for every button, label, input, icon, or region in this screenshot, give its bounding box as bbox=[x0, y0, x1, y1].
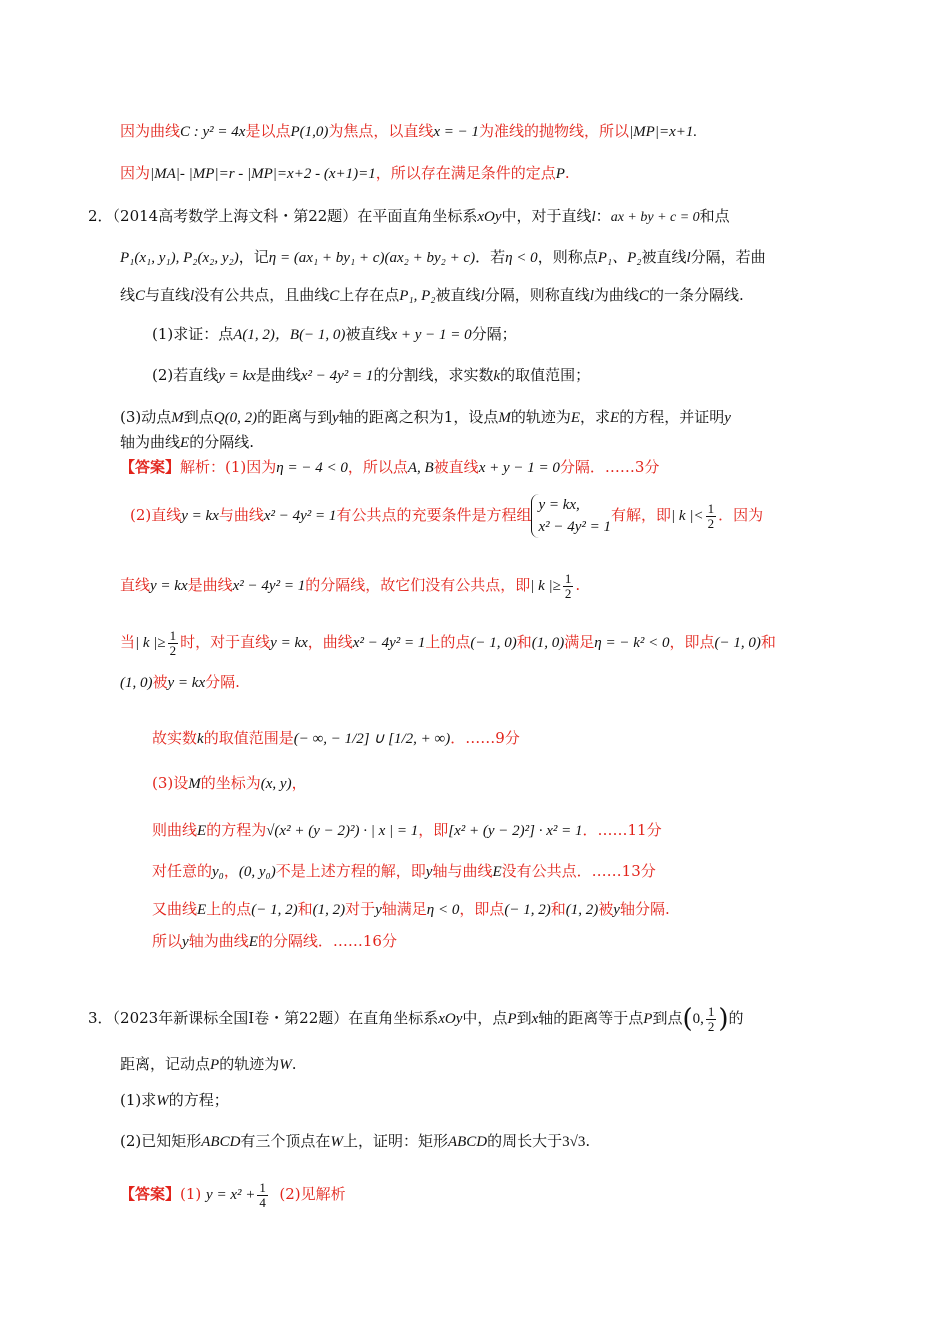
q2-sub-1: (1)求证：点A(1, 2)，B(− 1, 0)被直线x + y − 1 = 0分隔； bbox=[152, 325, 517, 343]
q2-answer-3: 直线y = kx是曲线x² − 4y² = 1的分隔线，故它们没有公共点，即| k |≥ $\frac{1}{2}$ . bbox=[120, 570, 581, 601]
q3-sub-2: (2)已知矩形ABCD有三个顶点在W上，证明：矩形ABCD的周长大于3√3. bbox=[120, 1132, 591, 1150]
question-source: （2023年新课标全国Ⅰ卷・第22题） bbox=[112, 1009, 349, 1027]
q3-line-1: 3．（2023年新课标全国Ⅰ卷・第22题）在直角坐标系xOy中，点P到x轴的距离等于点P到点(0, $\frac{1}{2}$ )的 bbox=[88, 1003, 744, 1034]
q2-sub-3-cont: 轴为曲线E的分隔线. bbox=[120, 433, 254, 451]
question-number: 3． bbox=[88, 1009, 113, 1027]
q3-line-2: 距离，记动点P的轨迹为W. bbox=[120, 1055, 297, 1073]
q3-sub-1: (1)求W的方程； bbox=[120, 1091, 229, 1109]
proof-line-1: 因为曲线C : y² = 4x是以点P(1,0)为焦点，以直线x = − 1为准线的抛物线，所以|MP|=x+1. bbox=[120, 122, 698, 140]
q2-sub-2: (2)若直线y = kx是曲线x² − 4y² = 1的分割线，求实数k的取值范围； bbox=[152, 366, 591, 384]
q3-answer: 【答案】(1) y = x² + $\frac{1}{4}$ (2)见解析 bbox=[120, 1179, 346, 1210]
q2-answer-10: 又曲线E上的点(− 1, 2)和(1, 2)对于y轴满足η < 0，即点(− 1, 2)和(1, 2)被y轴分隔. bbox=[152, 900, 670, 918]
q2-answer-1: 【答案】解析：(1)因为η = − 4 < 0，所以点A, B被直线x + y − 1 = 0分隔．……3分 bbox=[120, 458, 660, 476]
q2-answer-5: (1, 0)被y = kx分隔. bbox=[120, 673, 240, 691]
q2-answer-11: 所以y轴为曲线E的分隔线．……16分 bbox=[152, 932, 397, 950]
fraction: $\frac{1}{2}$ bbox=[169, 627, 177, 658]
question-source: （2014高考数学上海文科・第22题） bbox=[112, 207, 358, 225]
fraction: $\frac{1}{2}$ bbox=[707, 500, 715, 531]
answer-label: 【答案】 bbox=[120, 458, 181, 476]
proof-line-2: 因为|MA|- |MP|=r - |MP|=x+2 - (x+1)=1，所以存在满足条件的定点P. bbox=[120, 164, 570, 182]
q2-line-1: 2．（2014高考数学上海文科・第22题）在平面直角坐标系xOy中，对于直线l：ax + by + c = 0和点 bbox=[88, 207, 730, 225]
question-number: 2． bbox=[88, 207, 113, 225]
q2-answer-7: (3)设M的坐标为(x, y)， bbox=[152, 774, 307, 792]
answer-label: 【答案】 bbox=[120, 1185, 181, 1203]
q2-line-3: 线C与直线l没有公共点，且曲线C上存在点P₁, P₂被直线l分隔，则称直线l为曲线C的一条分隔线. bbox=[120, 286, 744, 304]
q2-answer-2: (2)直线y = kx与曲线x² − 4y² = 1有公共点的充要条件是方程组 y = kx, x² − 4y² = 1 有解，即| k |< $\frac{1}{2}$ ．因为 bbox=[130, 493, 763, 538]
q2-answer-9: 对任意的y₀，(0, y₀)不是上述方程的解，即y轴与曲线E没有公共点．……13分 bbox=[152, 862, 656, 880]
q2-sub-3: (3)动点M到点Q(0, 2)的距离与到y轴的距离之积为1，设点M的轨迹为E，求E的方程，并证明y bbox=[120, 408, 731, 426]
fraction: $\frac{1}{2}$ bbox=[564, 570, 572, 601]
fraction: $\frac{1}{4}$ bbox=[259, 1179, 266, 1210]
q2-answer-6: 故实数k的取值范围是(− ∞, − 1/2] ∪ [1/2, + ∞)．……9分 bbox=[152, 729, 520, 747]
q2-line-2: P₁(x₁, y₁), P₂(x₂, y₂)，记η = (ax₁ + by₁ + c)(ax₂ + by₂ + c)．若η < 0，则称点P₁、P₂被直线l分隔，若曲 bbox=[120, 248, 766, 266]
q2-answer-8: 则曲线E的方程为√(x² + (y − 2)²) · | x | = 1，即[x² + (y − 2)²] · x² = 1．……11分 bbox=[152, 821, 662, 839]
fraction: $\frac{1}{2}$ bbox=[707, 1003, 715, 1034]
equation-system: y = kx, x² − 4y² = 1 bbox=[531, 494, 611, 538]
q2-answer-4: 当| k |≥ $\frac{1}{2}$ 时，对于直线y = kx，曲线x² − 4y² = 1上的点(− 1, 0)和(1, 0)满足η = − k² < 0，即点(− 1, 0)和 bbox=[120, 627, 776, 658]
